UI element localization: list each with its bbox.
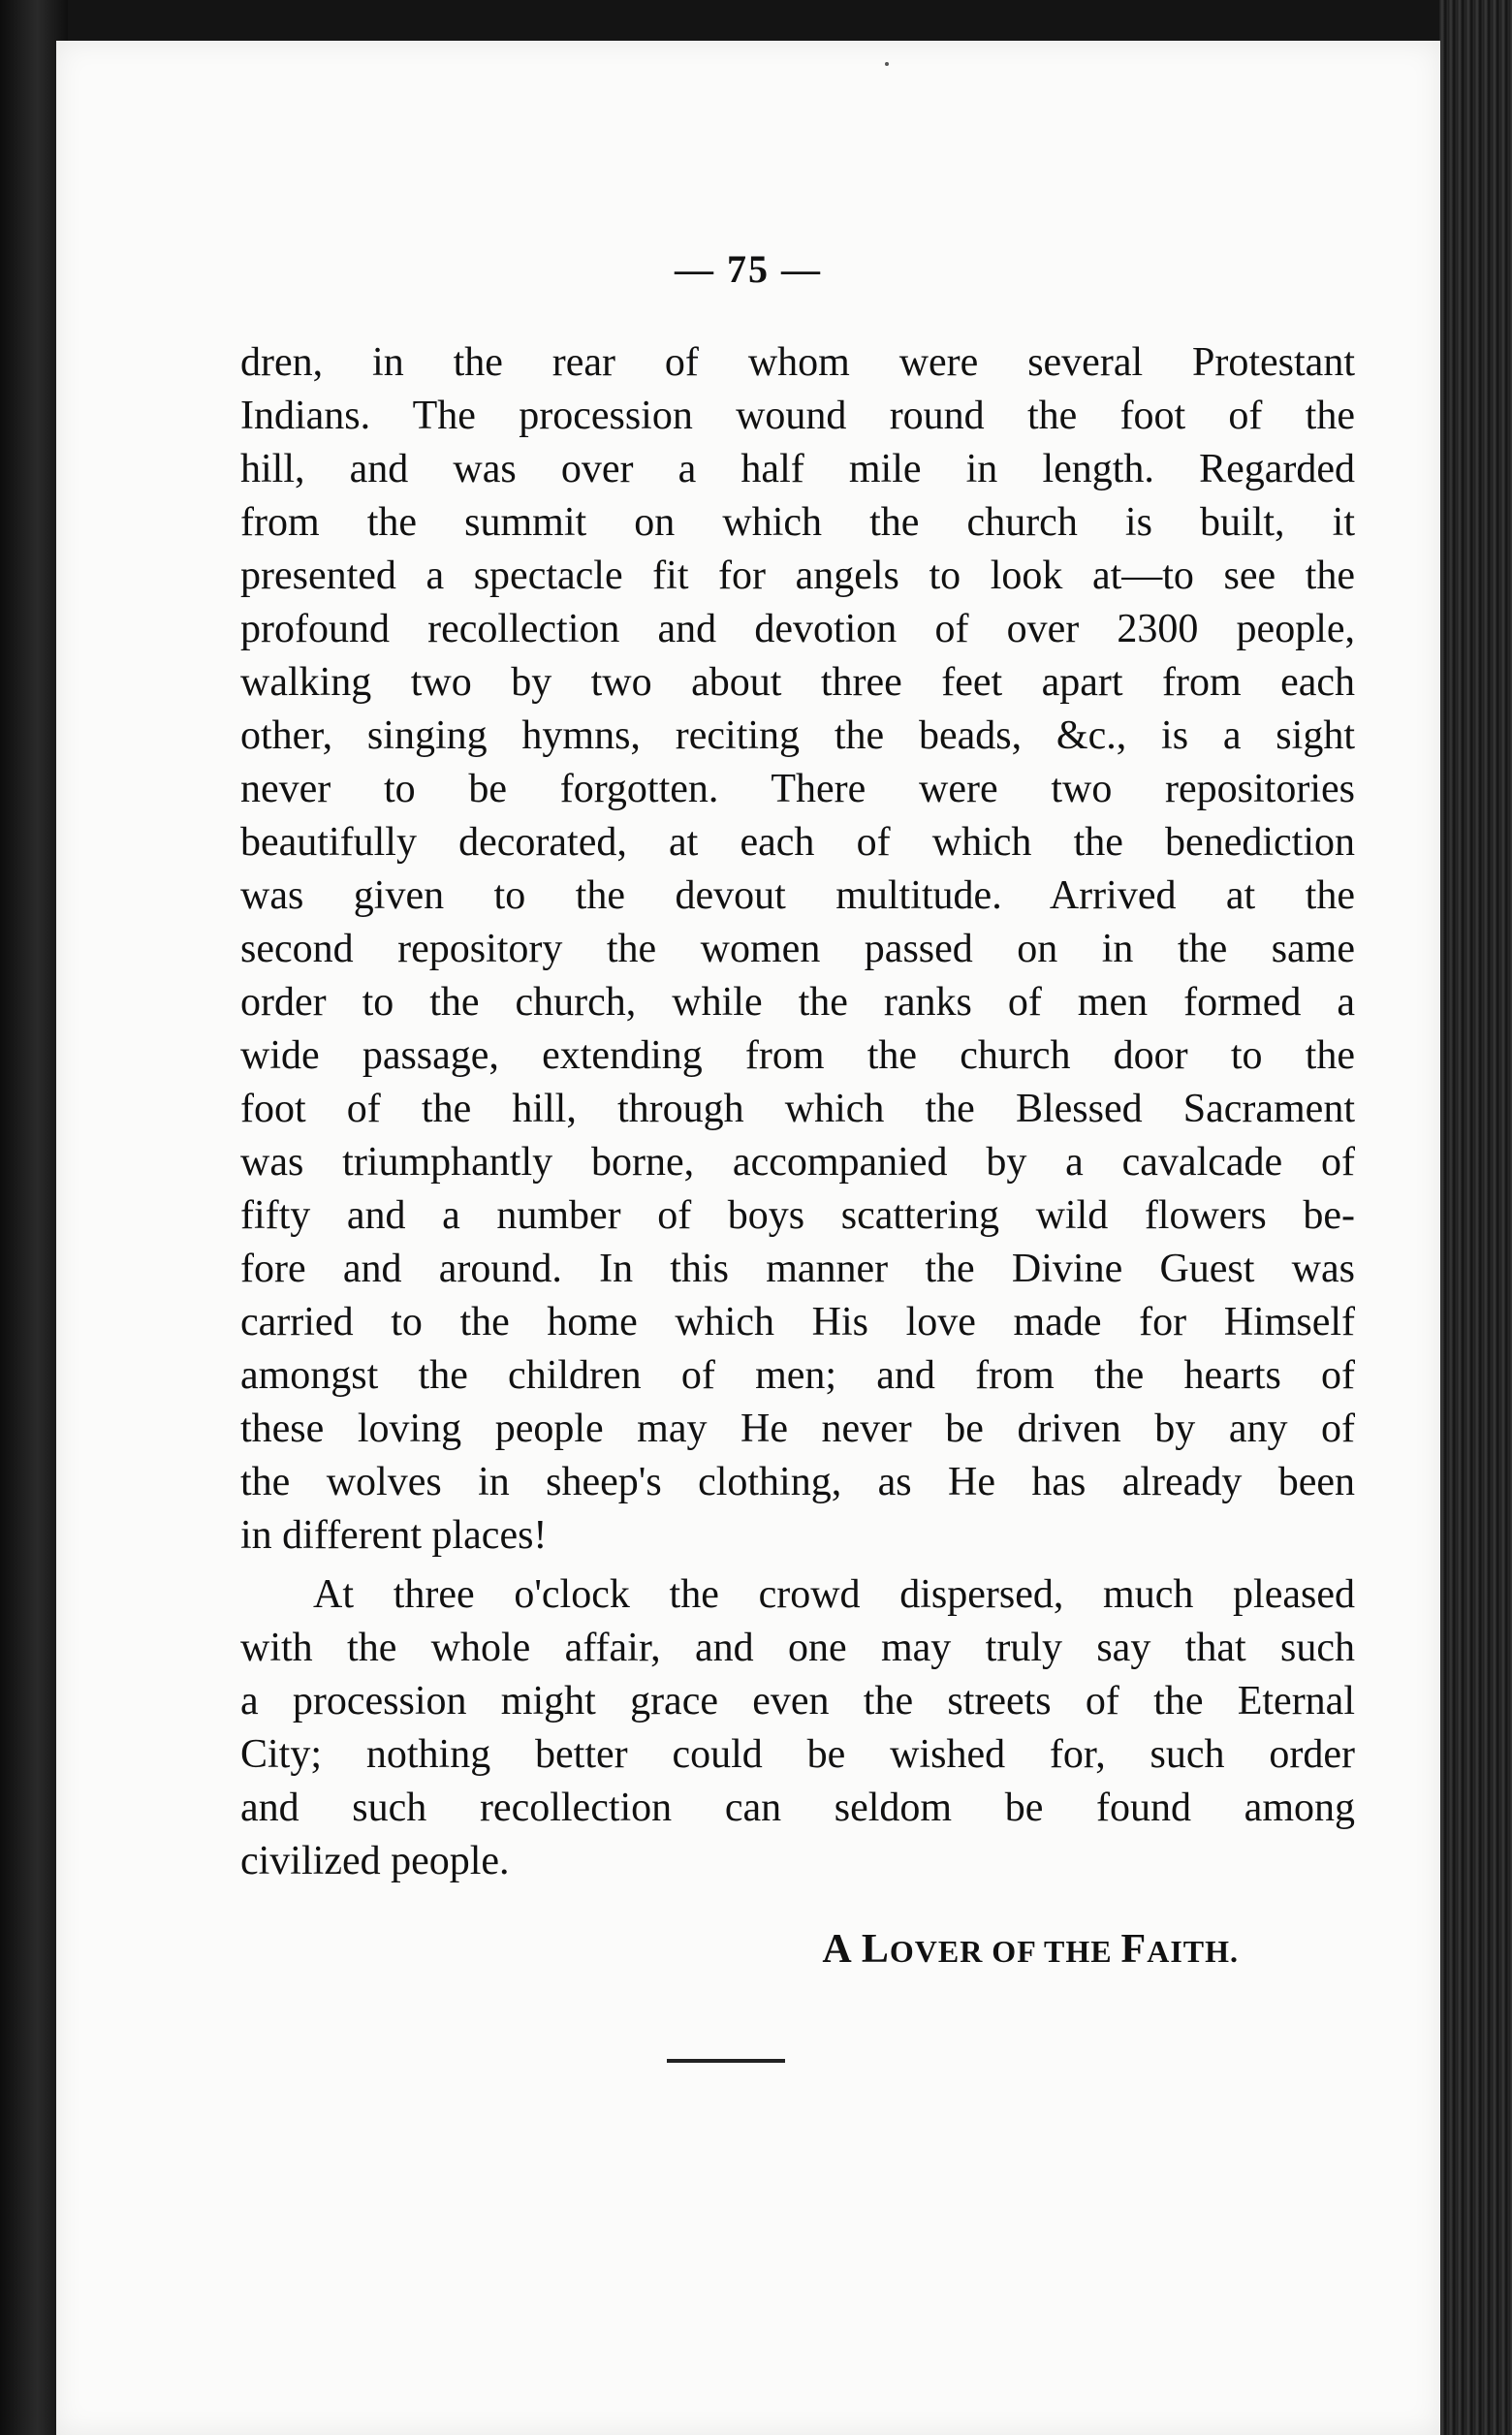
text-line: second repository the women passed on in the same bbox=[240, 927, 1355, 971]
body-text bbox=[240, 336, 1355, 1888]
text-line: hill, and was over a half mile in length. Regarded bbox=[240, 447, 1355, 491]
text-line: fifty and a number of boys scattering wild flowers be- bbox=[240, 1193, 1355, 1238]
text-line: civilized people. bbox=[240, 1839, 510, 1883]
text-line: a procession might grace even the streets of the Eternal bbox=[240, 1679, 1355, 1723]
text-line: was triumphantly borne, accompanied by a cavalcade of bbox=[240, 1140, 1355, 1185]
text-line: from the summit on which the church is built, it bbox=[240, 500, 1355, 545]
text-line: never to be forgotten. There were two repositories bbox=[240, 767, 1355, 811]
text-line: with the whole affair, and one may truly say that such bbox=[240, 1626, 1355, 1670]
text-line: presented a spectacle fit for angels to look at—to see the bbox=[240, 553, 1355, 598]
text-line: fore and around. In this manner the Divine Guest was bbox=[240, 1247, 1355, 1291]
book-page bbox=[56, 41, 1440, 2435]
text-line: these loving people may He never be driven by any of bbox=[240, 1407, 1355, 1451]
text-line: and such recollection can seldom be found among bbox=[240, 1786, 1355, 1830]
book-edge-right bbox=[1439, 0, 1512, 2435]
section-rule bbox=[667, 2059, 785, 2063]
signature-part: OVER bbox=[889, 1934, 984, 1969]
text-line: Indians. The procession wound round the foot of the bbox=[240, 394, 1355, 438]
text-line: foot of the hill, through which the Blessed Sacrament bbox=[240, 1087, 1355, 1131]
text-line: order to the church, while the ranks of men formed a bbox=[240, 980, 1355, 1025]
text-line: other, singing hymns, reciting the beads, &c., is a sight bbox=[240, 713, 1355, 758]
text-line: carried to the home which His love made for Himself bbox=[240, 1300, 1355, 1344]
text-line: was given to the devout multitude. Arrived at the bbox=[240, 873, 1355, 918]
signature-part: F bbox=[1120, 1927, 1148, 1972]
scan-speck bbox=[885, 62, 889, 66]
text-line: beautifully decorated, at each of which the benediction bbox=[240, 820, 1355, 865]
signature bbox=[56, 1926, 1239, 1973]
text-line: in different places! bbox=[240, 1513, 548, 1558]
text-line: amongst the children of men; and from the hearts of bbox=[240, 1353, 1355, 1398]
page-number: — 75 — bbox=[675, 247, 822, 291]
text-line: the wolves in sheep's clothing, as He has already been bbox=[240, 1460, 1355, 1504]
signature-part: OF THE bbox=[983, 1934, 1121, 1969]
text-line: profound recollection and devotion of over 2300 people, bbox=[240, 607, 1355, 651]
text-line: dren, in the rear of whom were several Protestant bbox=[240, 340, 1355, 385]
text-line: At three o'clock the crowd dispersed, much pleased bbox=[313, 1572, 1355, 1617]
text-line: walking two by two about three feet apart from each bbox=[240, 660, 1355, 705]
text-line: City; nothing better could be wished for, such order bbox=[240, 1732, 1355, 1777]
signature-part: AITH. bbox=[1147, 1934, 1239, 1969]
signature-part: A L bbox=[822, 1927, 890, 1972]
text-line: wide passage, extending from the church door to the bbox=[240, 1033, 1355, 1078]
